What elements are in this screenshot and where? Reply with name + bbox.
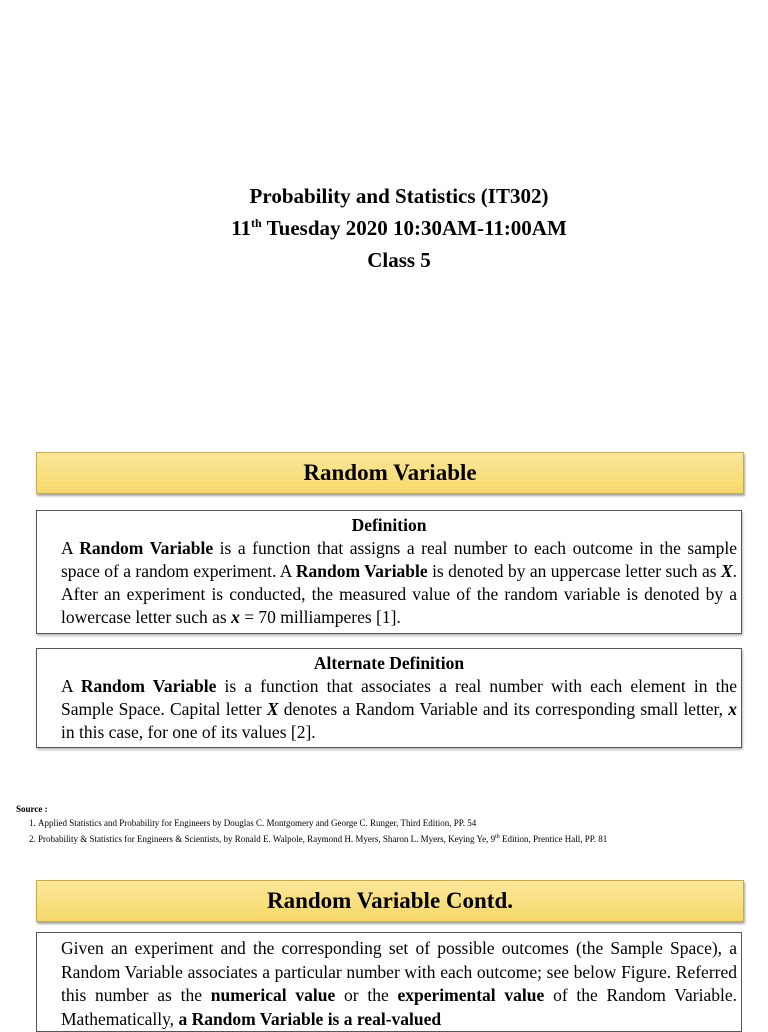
reference-item: 1. Applied Statistics and Probability for Engineers by Douglas C. Montgomery and George C. Runger, Third Edition, PP. 54	[38, 816, 756, 830]
slide-banner-random-variable-contd: Random Variable Contd.	[36, 880, 744, 922]
course-title: Probability and Statistics (IT302)	[249, 184, 549, 208]
definition-text: A Random Variable is a function that assigns a real number to each outcome in the sample space of a random experiment. A Random Variable is denoted by an uppercase letter such as X. After an experiment is conducted, the measured value of the random variable is denoted by a lowercase letter such as x = 70 milliamperes [1].	[61, 538, 737, 627]
source-references	[16, 802, 756, 846]
source-label: Source :	[16, 804, 48, 814]
class-title-block	[0, 180, 768, 276]
alternate-definition-heading: Alternate Definition	[313, 653, 465, 673]
slide2-text-box	[36, 932, 742, 1032]
definition-box	[36, 510, 742, 634]
class-date: 11th Tuesday 2020 10:30AM-11:00AM	[231, 216, 567, 240]
slide-banner-random-variable: Random Variable	[36, 452, 744, 494]
alternate-definition-text: A Random Variable is a function that associates a real number with each element in the Sample Space. Capital letter X denotes a Random Variable and its corresponding small letter, x in this case, for one of its values [2].	[61, 676, 738, 742]
slide2-text: Given an experiment and the corresponding set of possible outcomes (the Sample Space), a Random Variable associates a particular number with each outcome; see below Figure. Referred this number as the numerical value or the experimental value of the Random Variable. Mathematically, a Random Variable is a real-valued	[61, 938, 737, 1029]
alternate-definition-box	[36, 648, 742, 748]
class-number: Class 5	[367, 248, 431, 272]
reference-item: 2. Probability & Statistics for Engineers & Scientists, by Ronald E. Walpole, Raymond H. Myers, Sharon L. Myers, Keying Ye, 9th Edition, Prentice Hall, PP. 81	[38, 830, 756, 846]
definition-heading: Definition	[351, 515, 427, 535]
